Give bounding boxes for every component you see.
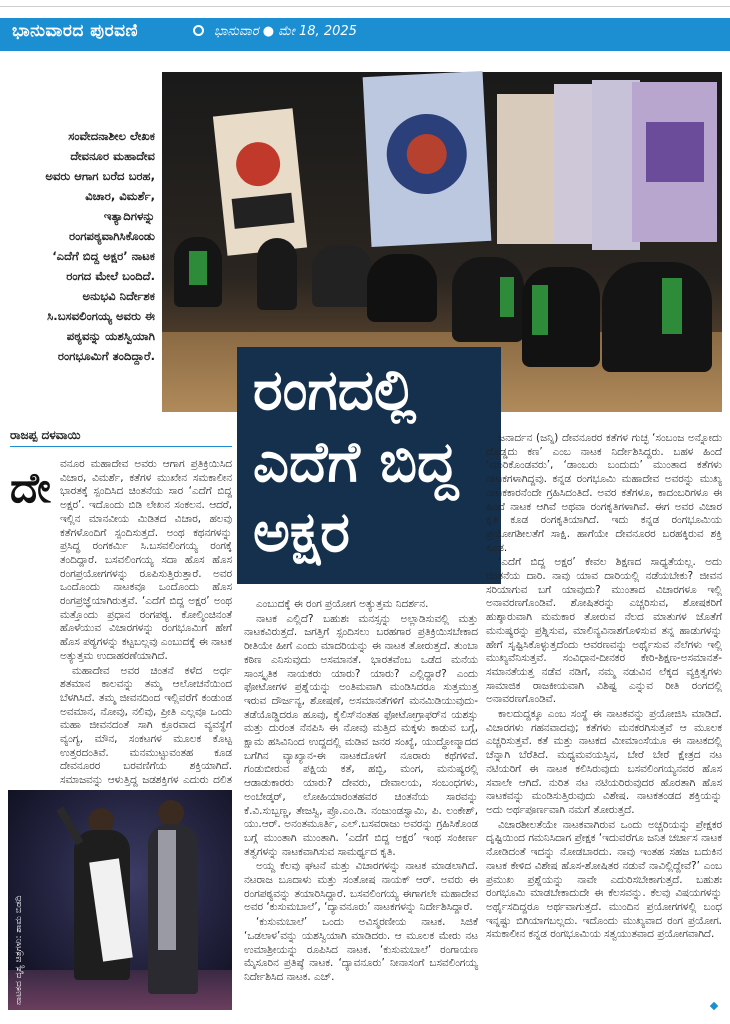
section-title: ಭಾನುವಾರದ ಪುರವಣಿ <box>12 21 139 41</box>
headline-box <box>237 347 501 584</box>
paragraph: ಅಯ್ದ ಕೆಲವು ಘಟನೆ ಮತ್ತು ವಿಚಾರಗಳನ್ನು ನಾಟಕ ಮಾಡಲಾಗಿದೆ. ನಟರಾಜ ಬೂದಾಳು ಮತ್ತು ಸಂತೋಷ ನಾಯಕ್ ಆರ್. ಅವರು ಈ ರಂಗಪಠ್ಯವನ್ನು ತಯಾರಿಸಿದ್ದಾರೆ. ಬಸವಲಿಂಗಯ್ಯ ಈಗಾಗಲೇ ಮಹಾದೇವ ಅವರ ‘ಕುಸುಮಬಾಲೆ’, ‘ದ್ಯಾವನೂರು’ ನಾಟಕಗಳನ್ನು ನಿರ್ದೇಶಿಸಿದ್ದಾರೆ. <box>244 860 478 914</box>
paragraph: ಮಹಾದೇವ ಅವರ ಚಿಂತನೆ ಕಳೆದ ಅರ್ಧ ಶತಮಾನ ಕಾಲವನ್ನು ತಮ್ಮ ಆಲೋಚನೆಯಿಂದ ಬೆಳಗಿಸಿದೆ. ತಮ್ಮ ಜೀವನದಿಂದ ಇಲ್ಲಿವರೆಗೆ ಕಂಡುಂಡ ಅವಮಾನ, ನೋವು, ನಲಿವು, ಪ್ರೀತಿ ಎಲ್ಲವೂ ಒಂದು ಮಹಾ ಜೀವನದಂತೆ ಸಾಗಿ ಕ್ರೂರವಾದ ವ್ಯವಸ್ಥೆಗೆ ವ್ಯಂಗ್ಯ, ಮೌನ, ಸಂಕಟಗಳ ಮೂಲಕ ಕೊಟ್ಟ ಉತ್ತರದಂತಿವೆ. ಮನಮುಟ್ಟುವಂತಹ ಕೂಡ ದೇವನೂರರ ಬರವಣಿಗೆಯ ಶಕ್ತಿಯಾಗಿದೆ. ಸಮಾಜವನ್ನು ಆಳುತ್ತಿದ್ದ ಜಡಶಕ್ತಿಗಳ ಎದುರು ದಲಿತ <box>60 664 232 787</box>
paragraph: ವಿಚಾರಶೀಲತೆಯೇ ನಾಟಕವಾಗಿರುವ ಒಂದು ಅಚ್ಚರಿಯನ್ನು ಪ್ರೇಕ್ಷಕರ ದೃಷ್ಟಿಯಿಂದ ಗಮನಿಸಿದಾಗ ಪ್ರೇಕ್ಷಕ ‘ಇದುವರೆಗೂ ಜನಿತ ಚರ್ಚಾಸ ನಾಟಕ ನೋಡಿದಂತೆ ಇದನ್ನು ನೋಡಬಾರದು. ನಾವು ಇಂತಹ ಸಹಜ ಬದುಕಿನ ನಾಟಕ ಕೇಳಿದ ವಿಶೇಷ ಹೊಸ-ಶೋಷಿತರ ನಡುವೆ ನಾವಿಲ್ಲಿದ್ದೇವೆ?’ ಎಂಬ ಪ್ರಮುಖ ಪ್ರಶ್ನೆಯನ್ನು ನಾವೇ ಎದುರಿಸಬೇಕಾಗುತ್ತದೆ. ಬಹುಶಃ ರಂಗಭೂಮಿ ಮಾಡಬೇಕಾದುದೇ ಈ ಕೆಲಸವನ್ನು. ಕೆಲವು ವಿಷಯಗಳನ್ನು ಅರ್ಥೈಸದಿದ್ದರೂ ಅರ್ಥವಾಗುತ್ತದೆ. ಮುಂದಿನ ಪ್ರಯೋಗಗಳಲ್ಲಿ ಬಂಧ ಇನ್ನಷ್ಟು ಬಿಗಿಯಾಗಬಲ್ಲದು. ಇದೊಂದು ಮುಖ್ಯವಾದ ರಂಗ ಪ್ರಯೋಗ. ಸಮಕಾಲೀನ ಕನ್ನಡ ರಂಗಭೂಮಿಯ ಸತ್ವಯುತವಾದ ಪ್ರಯೋಗವಾಗಿದೆ. <box>486 818 722 941</box>
author-byline: ರಾಜಪ್ಪ ದಳವಾಯಿ <box>10 428 81 442</box>
performer-photo <box>8 790 232 1010</box>
drop-cap: ದೇ <box>10 463 51 512</box>
headline-line-3: ಅಕ್ಷರ <box>253 500 350 565</box>
paragraph: ನಾಟಕ ಎಲ್ಲಿದೆ? ಬಹುಶಃ ಮನಸ್ಸನ್ನು ಅಲ್ಲಾಡಿಸುವಲ್ಲಿ ಮತ್ತು ನಾಟಕವಿರುತ್ತದೆ. ಜಗತ್ತಿಗೆ ಸ್ಪಂದಿಸಲು ಬರಹಗಾರ ಪ್ರತಿಕ್ರಿಯಿಸಬೇಕಾದ ರೀತಿಯೇ ಹೀಗೆ ಎಂದು ಮಾದರಿಯನ್ನು ಈ ನಾಟಕ ತೋರುತ್ತದೆ. ತುಂಬಾ ಕಠಿಣ ಎನಿಸುವುದು ಅಸಮಾನತೆ. ಭಾರತವೆಂಬ ಒಡೆದ ಮನೆಯ ಸಾಂಸ್ಕೃತಿಕ ನಾಯಕರು ಯಾರು? ಯಾರು? ಎಲ್ಲಿದ್ದಾರೆ? ಎಂದು ಫೋಟೋಗಳ ಪ್ರಶ್ನೆಯನ್ನು ಅಂತಿಮವಾಗಿ ಮಂಡಿಸಿದರೂ ಸುತ್ತಮುತ್ತ ಇರುವ ದೌರ್ಜನ್ಯ, ಶೋಷಣೆ, ಅಸಮಾನತೆಗಳಿಗೆ ಮನಮಿಡಿಯುವುದು-ತಡೆಯೊಡ್ಡಿದರೂ ಹೂವು, ಕೈಲಿಸ್‌ನಂತಹ ಫೋಟೋಗ್ರಾಫರ್‌ನ ಯಶಸ್ಸು ಮತ್ತು ದುರಂತ ನೆನಪಿಸಿ ಈ ನೋವು ಮತ್ತಿದ ಮಕ್ಕಳು ಕಾಡುವ ಬಗ್ಗೆ, ಕ್ಷಾಮ ಹಸಿವಿನಿಂದ ಉದ್ದದಲ್ಲಿ ಮಡಿವ ಜನರ ಸಂಖ್ಯೆ, ಯುದ್ಧೋನ್ಮಾದದ ಬಗೆಗಿನ ವ್ಯಾಖ್ಯಾನ-ಈ ನಾಟಕದೊಳಗೆ ನೂರಾರು ಕಥೆಗಳಿವೆ. ಗಂಡುಬೀರುವ ಪಕ್ಷಿಯ ಕತೆ, ಹಬ್ಬಿ, ಮಂಗ, ಮನುಷ್ಯರಲ್ಲಿ ಆಡಾಡುಕಾರರು ಯಾರು? ದೇವರು, ದೇವಾಲಯ, ಸಂಬಂಧಗಳು, ಅಂಬೇಡ್ಕರ್, ಲೋಹಿಯಾರಂತಹವರ ಚಿಂತನೆಯ ಸಾರವನ್ನು ಕೆ.ವಿ.ಸುಬ್ಬಣ್ಣ, ತೇಜಸ್ವಿ, ಪ್ರೊ.ಎಂ.ಡಿ. ನಂಜುಂಡಸ್ವಾಮಿ, ಪಿ. ಲಂಕೇಶ್, ಯು.ಆರ್. ಅನಂತಮೂರ್ತಿ, ಎಲ್.ಬಸವರಾಜು ಅವರನ್ನು ಗ್ರಹಿಸಿಕೊಂಡ ಬಗ್ಗೆ ಮುಂತಾಗಿ ಮುಂತಾಗಿ. ‘ಎದೆಗೆ ಬಿದ್ದ ಅಕ್ಷರ’ ಇಂಥ ಸಂಕೀರ್ಣ ತತ್ವಗಳನ್ನು ನಾಟಕವಾಗಿಸುವ ಸಾಮರ್ಥ್ಯದ ಕೃತಿ. <box>244 612 478 858</box>
paragraph: ಕಾಲದುದ್ದಕ್ಕೂ ಎಂಬ ಸಂಸ್ಥೆ ಈ ನಾಟಕವನ್ನು ಪ್ರಯೋಜಿಸಿ ಮಾಡಿದೆ. ವಿಚಾರಗಳು ಗಹನವಾದವು; ಕತೆಗಳು ಮನಕರಗಿಸುತ್ತವೆ ಆ ಮೂಲಕ ಎಚ್ಚರಿಸುತ್ತವೆ. ಕತೆ ಮತ್ತು ನಾಟಕದ ಮೀಮಾಂಸೆಯೂ ಈ ನಾಟಕದಲ್ಲಿ ಚೆನ್ನಾಗಿ ಬೆರೆತಿದೆ. ಮಧ್ಯಮವಯಸ್ಸಿನ, ಬೇರೆ ಬೇರೆ ಕ್ಷೇತ್ರದ ನಟ ನಟಿಯರಿಗೆ ಈ ನಾಟಕ ಕಲಿಸಿರುವುದು ಬಸವಲಿಂಗಯ್ಯನವರ ಹೊಸ ಸವಾಲೇ ಆಗಿದೆ. ನುರಿತ ನಟ ನಟಿಯರಿರುವುದರ ಹೊರತಾಗಿ ಹೊಸ ನಾಟಕವನ್ನು ಮಂಡಿಸುತ್ತಿರುವುದು ವಿಶೇಷ. ನಾಟಕತಂಡದ ಶಕ್ತಿಯನ್ನು ಅದು ಅರ್ಥಪೂರ್ಣವಾಗಿ ನಮಗೆ ತೋರುತ್ತದೆ. <box>486 708 722 816</box>
paragraph: ವನೂರ ಮಹಾದೇವ ಅವರು ಆಗಾಗ ಪ್ರತಿಕ್ರಿಯಿಸಿದ ವಿಚಾರ, ವಿಮರ್ಶೆ, ಕತೆಗಳ ಮುಖೇನ ಸಮಕಾಲೀನ ಭಾರತಕ್ಕೆ ಸ್ಪಂದಿಸಿದ ಚಿಂತನೆಯ ಸಾರ ‘ಎದೆಗೆ ಬಿದ್ದ ಅಕ್ಷರ’. ಇದೊಂದು ಬಿಡಿ ಲೇಖನ ಸಂಕಲನ. ಆದರೆ, ಇಲ್ಲಿನ ಮಾನವೀಯ ಮಿಡಿತದ ವಿಚಾರ, ಹಲವು ಕತೆಗಳೊಂದಿಗೆ ಸ್ಪಂದಿಸುತ್ತದೆ. ಅಂಥ ಕಥನಗಳನ್ನು ಪ್ರಸಿದ್ಧ ರಂಗಕರ್ಮಿ ಸಿ.ಬಸವಲಿಂಗಯ್ಯ ರಂಗಕ್ಕೆ ತಂದಿದ್ದಾರೆ. ಬಸವಲಿಂಗಯ್ಯ ಸದಾ ಹೊಸ ಹೊಸ ರಂಗಪ್ರಯೋಗಗಳನ್ನು ರೂಪಿಸುತ್ತಿರುತ್ತಾರೆ. ಅವರ ಒಂದೊಂದು ನಾಟಕವೂ ಒಂದೊಂದು ಹೊಸ ರಂಗಪ್ರಜ್ಞೆಯಾಗಿರುತ್ತವೆ. ‘ಎದೆಗೆ ಬಿದ್ದ ಅಕ್ಷರ’ ಅಂಥ ಮತ್ತೊಂದು ಪ್ರಧಾನ ರಂಗಪಠ್ಯ. ಕೋಲ್ಮಿಂಚಿನಂತೆ ಹೊಳೆಯುವ ವಿಚಾರಗಳನ್ನು ರಂಗಭೂಮಿಗೆ ಹೇಗೆ ಹೊಸ ಪಠ್ಯಗಳನ್ನು ಕಟ್ಟಬಲ್ಲವು ಎಂಬುದಕ್ಕೆ ಈ ನಾಟಕ ಅತ್ಯುತ್ತಮ ಉದಾಹರಣೆಯಾಗಿದೆ. <box>60 458 232 662</box>
photo-credit: ನಾಟಕದ ದೃಶ್ಯ ಚಿತ್ರಗಳು: ಶಾಮ ಬಿಡದಿ <box>14 895 24 1005</box>
paragraph: ‘ಎದೆಗೆ ಬಿದ್ದ ಅಕ್ಷರ’ ಕೇವಲ ಶಿಕ್ಷಣದ ಸಾಧ್ಯತೆಯಲ್ಲ. ಅದು ಚಿಂತನೆಯ ದಾರಿ. ನಾವು ಯಾವ ದಾರಿಯಲ್ಲಿ ನಡೆಯಬೇಕು? ಜೀವನ ಸರಿಯಾಗುವ ಬಗೆ ಯಾವುದು? ಮುಂತಾದ ವಿಚಾರಗಳೂ ಇಲ್ಲಿ ಅನಾವರಣಗೊಂಡಿವೆ. ಶೋಷಿತರನ್ನು ಎಚ್ಚರಿಸುವ, ಶೋಷಕರಿಗೆ ಹುಶ್ಶಾರುವಾಗಿ ಮಮಕಾರ ತೋರುವ ನೆಲದ ಮಾತುಗಳ ಜೊತೆಗೆ ಮನುಷ್ಯರನ್ನು ಪ್ರಶ್ನಿಸುವ, ಮಾಲಿನ್ಯವಿನಾಶಗೊಳಿಸುವ ತನ್ನ ಹಾಡುಗಳನ್ನು ಹೇಗೆ ಸೃಷ್ಟಿಸಿಕೊಳ್ಳುತ್ತದೆಂದು ಆವರಣವನ್ನು ಅರ್ಥೈಸುವ ನೆಲೆಗಳು ಇಲ್ಲಿ ಮುಖ್ಯವೆನಿಸುತ್ತವೆ. ಸಂವಿಧಾನ-ದೀನಕರ ಕೇರಿ-ಶಿಕ್ಷಣ-ಅಸಮಾನತೆ-ಸಮಾನತೆಯತ್ತ ನಡೆವ ನಡಿಗೆ, ನಮ್ಮ ನಡುವಿನ ಲೆಕ್ಕದ ವ್ಯಕ್ತಿತ್ವಗಳು ಸಾಮಾಜಿಕ ರಾಜಕೀಯವಾಗಿ ವಿಶಿಷ್ಟ ಎನ್ನುವ ರೀತಿ ರಂಗದಲ್ಲಿ ಅನಾವರಣಗೊಂಡಿವೆ. <box>486 556 722 706</box>
paragraph: ಜನಾರ್ದನ (ಜನ್ನಿ) ದೇವನೂರರ ಕತೆಗಳ ಗುಚ್ಛ ‘ಸಂಬಂಜ ಅನ್ನೋದು ದೊಡ್ಡದು ಕಣ’ ಎಂಬ ನಾಟಕ ನಿರ್ದೇಶಿಸಿದ್ದರು. ಬಹಳ ಹಿಂದೆ ‘ಮಾರಿಕೊಂಡವರು’, ‘ಡಾಂಬರು ಬಂದುದು’ ಮುಂತಾದ ಕತೆಗಳು ನಾಟಕಗಳಾಗಿದ್ದವು. ಕನ್ನಡ ರಂಗಭೂಮಿ ಮಹಾದೇವ ಅವರನ್ನು ಮುಖ್ಯ ನಾಟಕಕಾರನೆಂದೇ ಗ್ರಹಿಸಿದಂತಿದೆ. ಅವರ ಕತೆಗಳೂ, ಕಾದಂಬರಿಗಳೂ ಈ ಹಿಂದೆ ನಾಟಕ ಆಗಿವೆ ಅಥವಾ ರಂಗಕೃತಿಗಳಾಗಿವೆ. ಈಗ ಅವರ ವಿಚಾರ ಕೃತಿ ಕೂಡ ರಂಗಕೃತಿಯಾಗಿದೆ. ಇದು ಕನ್ನಡ ರಂಗಭೂಮಿಯ ಪ್ರಯೋಗಶೀಲತೆಗೆ ಸಾಕ್ಷಿ. ಹಾಗೆಯೇ ದೇವನೂರರ ಬರಹಕ್ಕಿರುವ ಶಕ್ತಿ ಕೂಡ. <box>486 432 722 554</box>
issue-date: ಭಾನುವಾರ ● ಮೇ 18, 2025 <box>214 24 357 39</box>
bullet-icon <box>193 25 204 36</box>
intro-blurb: ಸಂವೇದನಾಶೀಲ ಲೇಖಕ ದೇವನೂರ ಮಹಾದೇವ ಅವರು ಆಗಾಗ ಬರೆದ ಬರಹ, ವಿಚಾರ, ವಿಮರ್ಶೆ, ಇತ್ಯಾದಿಗಳನ್ನು ರಂಗಪಠ್ಯವಾಗಿಸಿಕೊಂಡು ‘ಎದೆಗೆ ಬಿದ್ದ ಅಕ್ಷರ’ ನಾಟಕ ರಂಗದ ಮೇಲೆ ಬಂದಿದೆ. ಅನುಭವಿ ನಿರ್ದೇಶಕ ಸಿ.ಬಸವಲಿಂಗಯ್ಯ ಅವರು ಈ ಪಠ್ಯವನ್ನು ಯಶಸ್ವಿಯಾಗಿ ರಂಗಭೂಮಿಗೆ ತಂದಿದ್ದಾರೆ. <box>45 129 155 363</box>
paragraph: ಎಂಬುದಕ್ಕೆ ಈ ರಂಗ ಪ್ರಯೋಗ ಅತ್ಯುತ್ತಮ ನಿದರ್ಶನ. <box>256 598 429 610</box>
article-column-3 <box>486 432 722 1010</box>
byline-rule <box>10 446 232 447</box>
headline-line-1: ರಂಗದಲ್ಲಿ <box>253 358 417 423</box>
article-column-2 <box>244 598 478 1008</box>
paragraph: ‘ಕುಸುಮಬಾಲೆ’ ಒಂದು ಅವಿಸ್ಮರಣೀಯ ನಾಟಕ. ಸಿಜಿಕೆ ‘ಒಡಲಾಳ’ವನ್ನು ಯಶಸ್ವಿಯಾಗಿ ಮಾಡಿದರು. ಆ ಮೂಲಕ ಮೇರು ನಟ ಉಮಾಶ್ರೀಯನ್ನು ರೂಪಿಸಿದ ನಾಟಕ. ‘ಕುಸುಮಬಾಲೆ’ ರಂಗಾಯಣ ಮೈಸೂರಿನ ಪ್ರತಿಷ್ಠೆ ನಾಟಕ. ‘ದ್ಯಾವನೂರು’ ನೀನಾಸಂಗೆ ಬಸವಲಿಂಗಯ್ಯ ನಿರ್ದೇಶಿಸಿದ ನಾಟಕ. ಎಚ್. <box>244 916 478 983</box>
article-column-1 <box>60 458 232 787</box>
top-rule <box>0 6 730 7</box>
headline-line-2: ಎದೆಗೆ ಬಿದ್ದ <box>253 430 459 495</box>
